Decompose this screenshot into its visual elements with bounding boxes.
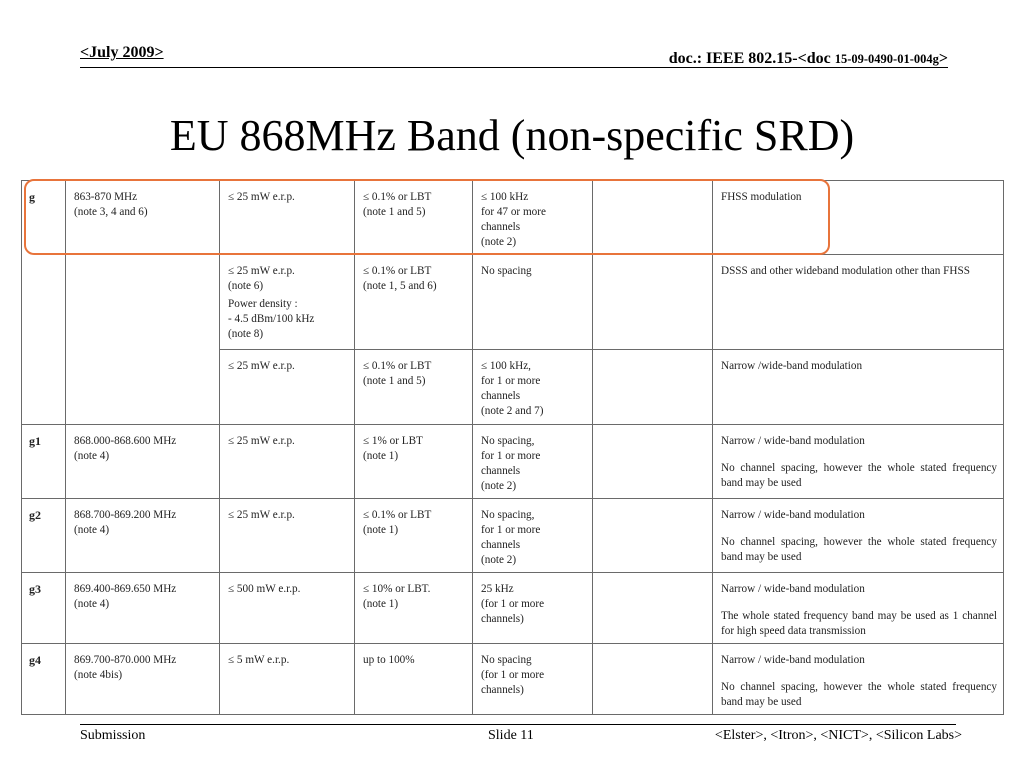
frequency-cell	[66, 644, 220, 715]
power-text: ≤ 25 mW e.r.p.	[228, 191, 295, 203]
notes-text: No channel spacing, however the whole stated frequency band may be used	[721, 462, 997, 489]
channel-spacing-cell	[473, 644, 593, 715]
spacing-text: No spacing	[481, 265, 532, 277]
power-cell	[220, 350, 355, 425]
power-text: ≤ 25 mW e.r.p.	[228, 360, 295, 372]
notes-cell	[713, 350, 1004, 425]
spacing-text: channels	[481, 465, 521, 477]
frequency-cell	[66, 573, 220, 644]
spacing-text: ≤ 100 kHz,	[481, 360, 531, 372]
slide-title: EU 868MHz Band (non-specific SRD)	[169, 111, 855, 160]
band-cell: g	[22, 181, 66, 425]
spacing-text: channels	[481, 221, 521, 233]
frequency-cell	[66, 425, 220, 499]
frequency-cell	[66, 499, 220, 573]
power-cell	[220, 573, 355, 644]
duty-note: (note 1 and 5)	[363, 206, 426, 218]
highlight-box	[24, 179, 830, 255]
doc-number: 15-09-0490-01-004g	[834, 52, 939, 66]
duty-text: ≤ 0.1% or LBT	[363, 191, 432, 203]
notes-cell	[713, 644, 1004, 715]
power-text: ≤ 25 mW e.r.p.	[228, 509, 295, 521]
frequency-text: 869.400-869.650 MHz	[74, 583, 177, 595]
frequency-note: (note 4)	[74, 524, 110, 536]
empty-cell	[593, 644, 713, 715]
spacing-text: No spacing	[481, 654, 532, 666]
channel-spacing-cell	[473, 573, 593, 644]
spacing-note: (note 2 and 7)	[481, 405, 544, 417]
spacing-text: channels	[481, 539, 521, 551]
channel-spacing-cell	[473, 499, 593, 573]
duty-text: ≤ 0.1% or LBT	[363, 360, 432, 372]
footer-rule	[80, 724, 956, 725]
duty-cycle-cell	[355, 255, 473, 350]
spacing-note: (note 2)	[481, 236, 517, 248]
frequency-text: 868.000-868.600 MHz	[74, 435, 177, 447]
power-text: ≤ 5 mW e.r.p.	[228, 654, 290, 666]
empty-cell	[593, 573, 713, 644]
duty-cycle-cell	[355, 350, 473, 425]
band-spec-table	[21, 180, 1004, 715]
channel-spacing-cell	[473, 350, 593, 425]
frequency-text: 868.700-869.200 MHz	[74, 509, 177, 521]
header-doc-id	[669, 50, 948, 68]
doc-suffix: >	[938, 50, 948, 67]
spacing-text: channels)	[481, 613, 524, 625]
duty-note: (note 1 and 5)	[363, 375, 426, 387]
spacing-text: for 1 or more	[481, 450, 541, 462]
spacing-text: 25 kHz	[481, 583, 514, 595]
band-cell: g3	[22, 573, 66, 644]
duty-text: ≤ 10% or LBT.	[363, 583, 431, 595]
footer-authors: <Elster>, <Itron>, <NICT>, <Silicon Labs>	[714, 728, 962, 743]
duty-note: (note 1, 5 and 6)	[363, 280, 437, 292]
empty-cell	[593, 499, 713, 573]
spacing-note: (note 2)	[481, 480, 517, 492]
spacing-text: No spacing,	[481, 509, 535, 521]
spacing-text: ≤ 100 kHz	[481, 191, 529, 203]
duty-cycle-cell	[355, 573, 473, 644]
empty-cell	[593, 425, 713, 499]
notes-text: Narrow /wide-band modulation	[721, 360, 863, 372]
frequency-text: 863-870 MHz	[74, 191, 138, 203]
power-cell	[220, 644, 355, 715]
spacing-text: channels)	[481, 684, 524, 696]
power-text: ≤ 25 mW e.r.p.	[228, 435, 295, 447]
band-cell: g1	[22, 425, 66, 499]
frequency-text: 869.700-870.000 MHz	[74, 654, 177, 666]
power-cell	[220, 499, 355, 573]
frequency-note: (note 3, 4 and 6)	[74, 206, 148, 218]
spacing-text: for 1 or more	[481, 524, 541, 536]
power-cell	[220, 255, 355, 350]
channel-spacing-cell	[473, 255, 593, 350]
power-note: (note 6)	[228, 280, 264, 292]
notes-cell	[713, 499, 1004, 573]
power-density-value: - 4.5 dBm/100 kHz	[228, 313, 315, 325]
spacing-text: (for 1 or more	[481, 669, 545, 681]
power-density-label: Power density :	[228, 298, 298, 310]
empty-cell	[593, 350, 713, 425]
notes-text: The whole stated frequency band may be used as 1 channel for high speed data transmission	[721, 610, 997, 637]
band-cell: g4	[22, 644, 66, 715]
header-date: <July 2009>	[80, 44, 164, 61]
duty-cycle-cell	[355, 425, 473, 499]
power-text: ≤ 25 mW e.r.p.	[228, 265, 295, 277]
power-cell	[220, 425, 355, 499]
power-note: (note 8)	[228, 328, 264, 340]
notes-text: Narrow / wide-band modulation	[721, 654, 865, 666]
duty-text: ≤ 1% or LBT	[363, 435, 423, 447]
spacing-note: (note 2)	[481, 554, 517, 566]
empty-cell	[593, 255, 713, 350]
notes-text: No channel spacing, however the whole stated frequency band may be used	[721, 681, 997, 708]
notes-text: Narrow / wide-band modulation	[721, 583, 865, 595]
footer-submission: Submission	[80, 728, 146, 743]
power-text: ≤ 500 mW e.r.p.	[228, 583, 301, 595]
duty-note: (note 1)	[363, 598, 399, 610]
notes-cell	[713, 573, 1004, 644]
notes-text: FHSS modulation	[721, 191, 802, 203]
spacing-text: No spacing,	[481, 435, 535, 447]
spacing-text: channels	[481, 390, 521, 402]
duty-note: (note 1)	[363, 450, 399, 462]
notes-text: DSSS and other wideband modulation other than FHSS	[721, 265, 970, 277]
duty-cycle-cell	[355, 499, 473, 573]
duty-note: (note 1)	[363, 524, 399, 536]
notes-text: Narrow / wide-band modulation	[721, 509, 865, 521]
notes-text: Narrow / wide-band modulation	[721, 435, 865, 447]
frequency-note: (note 4bis)	[74, 669, 123, 681]
duty-text: up to 100%	[363, 654, 415, 666]
band-cell: g2	[22, 499, 66, 573]
frequency-note: (note 4)	[74, 450, 110, 462]
notes-cell	[713, 425, 1004, 499]
duty-text: ≤ 0.1% or LBT	[363, 265, 432, 277]
notes-cell	[713, 255, 1004, 350]
spacing-text: (for 1 or more	[481, 598, 545, 610]
spacing-text: for 1 or more	[481, 375, 541, 387]
header-rule	[80, 67, 948, 68]
duty-cycle-cell	[355, 644, 473, 715]
notes-text: No channel spacing, however the whole stated frequency band may be used	[721, 536, 997, 563]
channel-spacing-cell	[473, 425, 593, 499]
spacing-text: for 47 or more	[481, 206, 546, 218]
footer-slide-number: Slide 11	[488, 728, 534, 743]
frequency-note: (note 4)	[74, 598, 110, 610]
doc-prefix: doc.: IEEE 802.15-<doc	[668, 50, 831, 67]
duty-text: ≤ 0.1% or LBT	[363, 509, 432, 521]
